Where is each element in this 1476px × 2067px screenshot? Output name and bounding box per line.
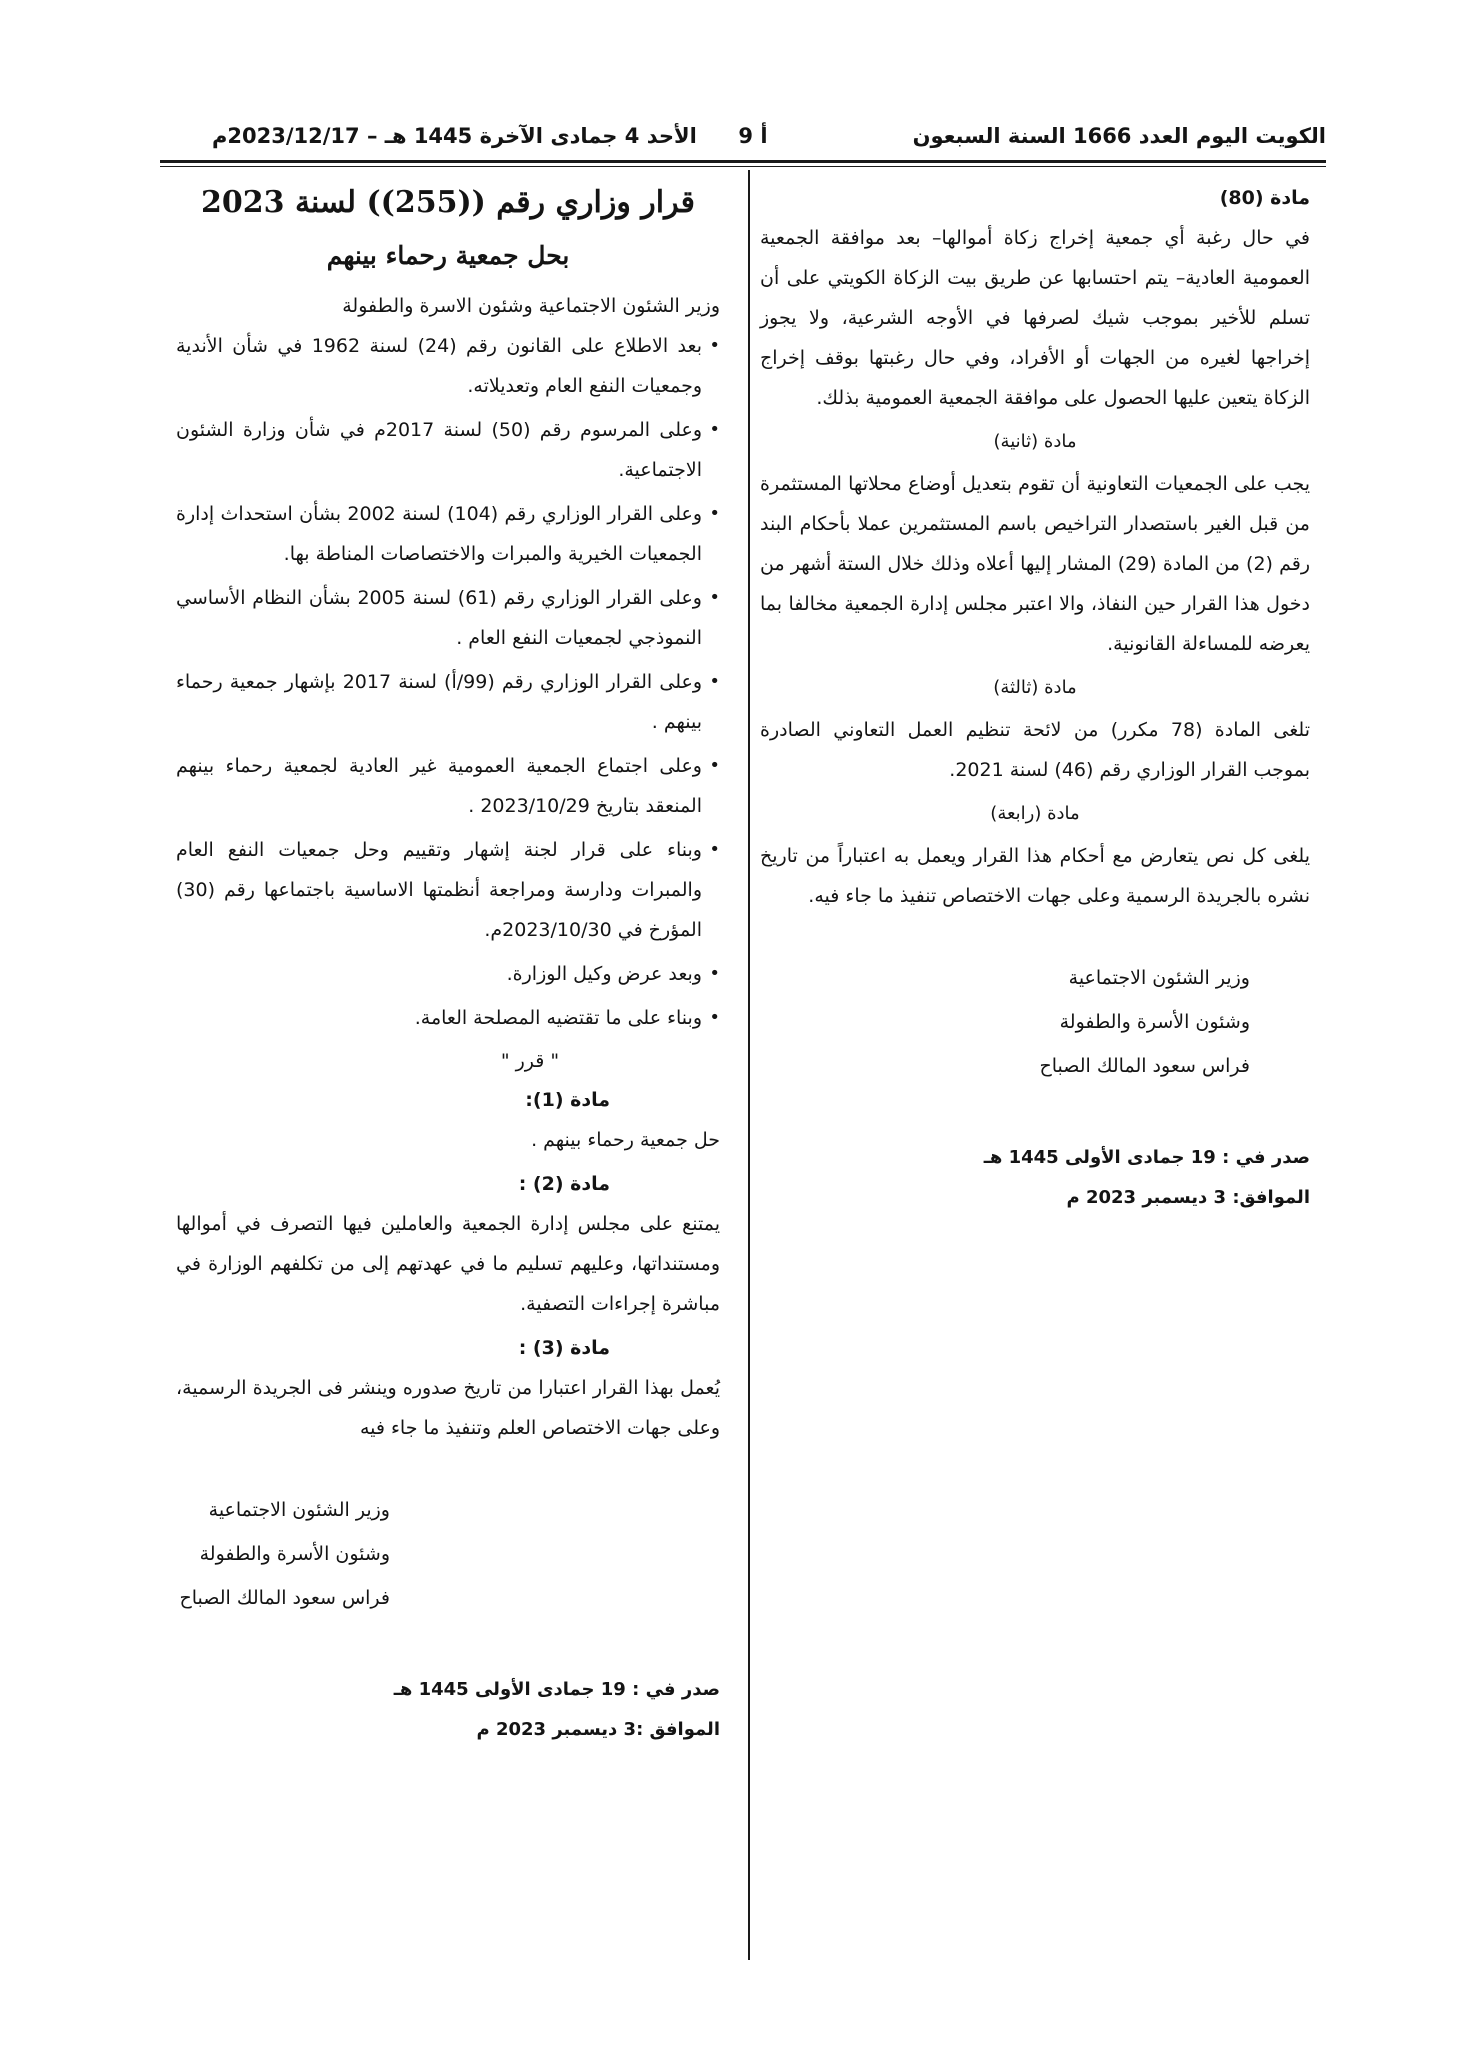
issued-hijri-date: صدر في : 19 جمادى الأولى 1445 هـ (393, 1679, 720, 1700)
article-fourth-title: مادة (رابعة) (990, 803, 1080, 824)
preamble-item: • وبعد عرض وكيل الوزارة. (176, 954, 720, 994)
right-column (760, 178, 1310, 1218)
column-divider (748, 170, 750, 1960)
preamble-item: • وعلى القرار الوزاري رقم (104) لسنة 2002 بشأن استحداث إدارة الجمعيات الخيرية والمبرات والاختصاصات المناطة بها. (176, 494, 720, 574)
preamble-item: • وعلى القرار الوزاري رقم (99/أ) لسنة 2017 بإشهار جمعية رحماء بينهم . (176, 662, 720, 742)
article-third-title: مادة (ثالثة) (993, 677, 1077, 698)
decree-title: قرار وزاري رقم ((255)) لسنة 2023 (201, 185, 695, 220)
article-third-text: تلغى المادة (78 مكرر) من لائحة تنظيم العمل التعاوني الصادرة بموجب القرار الوزاري رقم (46) لسنة 2021. (760, 719, 1310, 781)
preamble-item: • وبناء على قرار لجنة إشهار وتقييم وحل جمعيات النفع العام والمبرات ودارسة ومراجعة أنظمتها الاساسية باجتماعها رقم (30) المؤرخ في 2023/10/30م. (176, 830, 720, 950)
signature-title-line-1: وزير الشئون الاجتماعية (208, 1499, 390, 1521)
signature-title-line-2: وشئون الأسرة والطفولة (1059, 1011, 1250, 1033)
preamble-item: • وبناء على ما تقتضيه المصلحة العامة. (176, 998, 720, 1038)
article-80-title: مادة (80) (1219, 187, 1310, 209)
preamble-item: • وعلى القرار الوزاري رقم (61) لسنة 2005 بشأن النظام الأساسي النموذجي لجمعيات النفع العام . (176, 578, 720, 658)
page-header (160, 118, 1326, 158)
signature-title-line-2: وشئون الأسرة والطفولة (199, 1543, 390, 1565)
signature-title-line-1: وزير الشئون الاجتماعية (1068, 967, 1250, 989)
decree-subtitle: بحل جمعية رحماء بينهم (326, 241, 570, 270)
article-3-text: يُعمل بهذا القرار اعتبارا من تاريخ صدوره وينشر فى الجريدة الرسمية، وعلى جهات الاختصاص العلم وتنفيذ ما جاء فيه (176, 1377, 720, 1439)
issued-gregorian-date: الموافق :3 ديسمبر 2023 م (476, 1719, 720, 1740)
header-date: الأحد 4 جمادى الآخرة 1445 هـ – 2023/12/17م (212, 124, 697, 148)
page-number: أ 9 (738, 124, 768, 148)
header-issue-info: الكويت اليوم العدد 1666 السنة السبعون (912, 124, 1326, 148)
signature-name: فراس سعود المالك الصباح (179, 1587, 390, 1609)
article-80-text: في حال رغبة أي جمعية إخراج زكاة أموالها– بعد موافقة الجمعية العمومية العادية– يتم احتسابها عن طريق بيت الزكاة الكويتي على أن تسلم للأخير بموجب شيك لصرفها في الأوجه الشرعية، ولا يجوز إخراجها لغيره من الجهات أو الأفراد، وفي حال رغبتها بوقف إخراج الزكاة يتعين عليها الحصول على موافقة الجمعية العمومية بذلك. (760, 227, 1310, 409)
preamble-item: • وعلى اجتماع الجمعية العمومية غير العادية لجمعية رحماء بينهم المنعقد بتاريخ 2023/10/29 . (176, 746, 720, 826)
header-rule-thick (160, 160, 1326, 163)
article-3-title: مادة (3) : (518, 1337, 610, 1359)
signature-block (176, 1488, 720, 1620)
left-column (176, 178, 720, 1750)
decree-intro: وزير الشئون الاجتماعية وشئون الاسرة والطفولة (342, 295, 720, 317)
preamble-list (176, 326, 720, 1038)
article-2-title: مادة (2) : (518, 1173, 610, 1195)
article-1-title: مادة (1): (525, 1089, 610, 1111)
article-2-text: يمتنع على مجلس إدارة الجمعية والعاملين فيها التصرف في أموالها ومستنداتها، وعليهم تسليم ما في عهدتهم إلى من تكلفهم الوزارة في مباشرة إجراءات التصفية. (176, 1213, 720, 1315)
header-rule-thin (160, 166, 1326, 167)
signature-block (760, 956, 1310, 1088)
decided-label: " قرر " (500, 1050, 560, 1072)
article-fourth-text: يلغى كل نص يتعارض مع أحكام هذا القرار ويعمل به اعتباراً من تاريخ نشره بالجريدة الرسمية وعلى جهات الاختصاص تنفيذ ما جاء فيه. (760, 845, 1310, 907)
article-second-text: يجب على الجمعيات التعاونية أن تقوم بتعديل أوضاع محلاتها المستثمرة من قبل الغير باستصدار التراخيص باسم المستثمرين عملا بأحكام البند رقم (2) من المادة (29) المشار إليها أعلاه وذلك خلال الستة أشهر من دخول هذا القرار حين النفاذ، والا اعتبر مجلس إدارة الجمعية مخالفا بما يعرضه للمساءلة القانونية. (760, 473, 1311, 655)
issued-gregorian-date: الموافق: 3 ديسمبر 2023 م (1066, 1187, 1310, 1208)
article-second-title: مادة (ثانية) (993, 431, 1077, 452)
preamble-item: • بعد الاطلاع على القانون رقم (24) لسنة 1962 في شأن الأندية وجمعيات النفع العام وتعديلاته. (176, 326, 720, 406)
preamble-item: • وعلى المرسوم رقم (50) لسنة 2017م في شأن وزارة الشئون الاجتماعية. (176, 410, 720, 490)
article-1-text: حل جمعية رحماء بينهم . (531, 1129, 720, 1151)
issued-hijri-date: صدر في : 19 جمادى الأولى 1445 هـ (983, 1147, 1310, 1168)
signature-name: فراس سعود المالك الصباح (1039, 1055, 1250, 1077)
issued-date-block (760, 1138, 1310, 1218)
issued-date-block (176, 1670, 720, 1750)
